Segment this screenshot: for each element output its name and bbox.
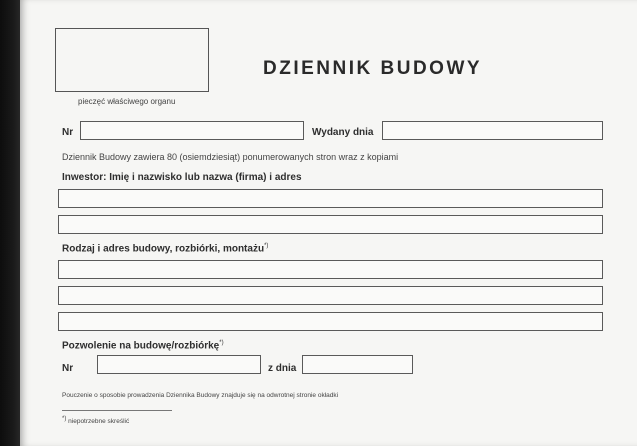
stamp-label: pieczęć właściwego organu <box>78 97 176 106</box>
permit-date-field[interactable] <box>302 355 413 374</box>
construction-label <box>62 243 268 254</box>
permit-label <box>62 340 224 351</box>
construction-field-line-1[interactable] <box>58 260 603 279</box>
footnote-mark: *) <box>62 416 67 422</box>
form-page <box>20 0 637 446</box>
permit-nr-label: Nr <box>62 363 74 374</box>
issued-date-label: Wydany dnia <box>312 127 374 138</box>
investor-label: Inwestor: Imię i nazwisko lub nazwa (firma) i adres <box>62 172 302 183</box>
permit-label-text: Pozwolenie na budowę/rozbiórkę <box>62 340 220 352</box>
nr-field[interactable] <box>80 121 304 140</box>
nr-label: Nr <box>62 127 74 138</box>
issued-date-field[interactable] <box>382 121 603 140</box>
investor-field-line-1[interactable] <box>58 189 603 208</box>
binding-shadow <box>0 0 22 446</box>
permit-nr-field[interactable] <box>97 355 261 374</box>
permit-footnote-mark: *) <box>219 340 224 346</box>
document-title: DZIENNIK BUDOWY <box>263 58 483 79</box>
construction-field-line-2[interactable] <box>58 286 603 305</box>
permit-date-label: z dnia <box>268 363 297 374</box>
footnote-rule <box>62 410 172 411</box>
stamp-box <box>55 28 209 92</box>
construction-label-text: Rodzaj i adres budowy, rozbiórki, montażu <box>62 243 265 255</box>
construction-field-line-3[interactable] <box>58 312 603 331</box>
construction-footnote-mark: *) <box>264 243 269 249</box>
pages-note: Dziennik Budowy zawiera 80 (osiemdziesiąt) ponumerowanych stron wraz z kopiami <box>62 152 399 162</box>
footnote <box>62 416 129 425</box>
instruction-note: Pouczenie o sposobie prowadzenia Dziennika Budowy znajduje się na odwrotnej stronie okładki <box>62 392 339 399</box>
footnote-text: niepotrzebne skreślić <box>68 418 130 426</box>
investor-field-line-2[interactable] <box>58 215 603 234</box>
